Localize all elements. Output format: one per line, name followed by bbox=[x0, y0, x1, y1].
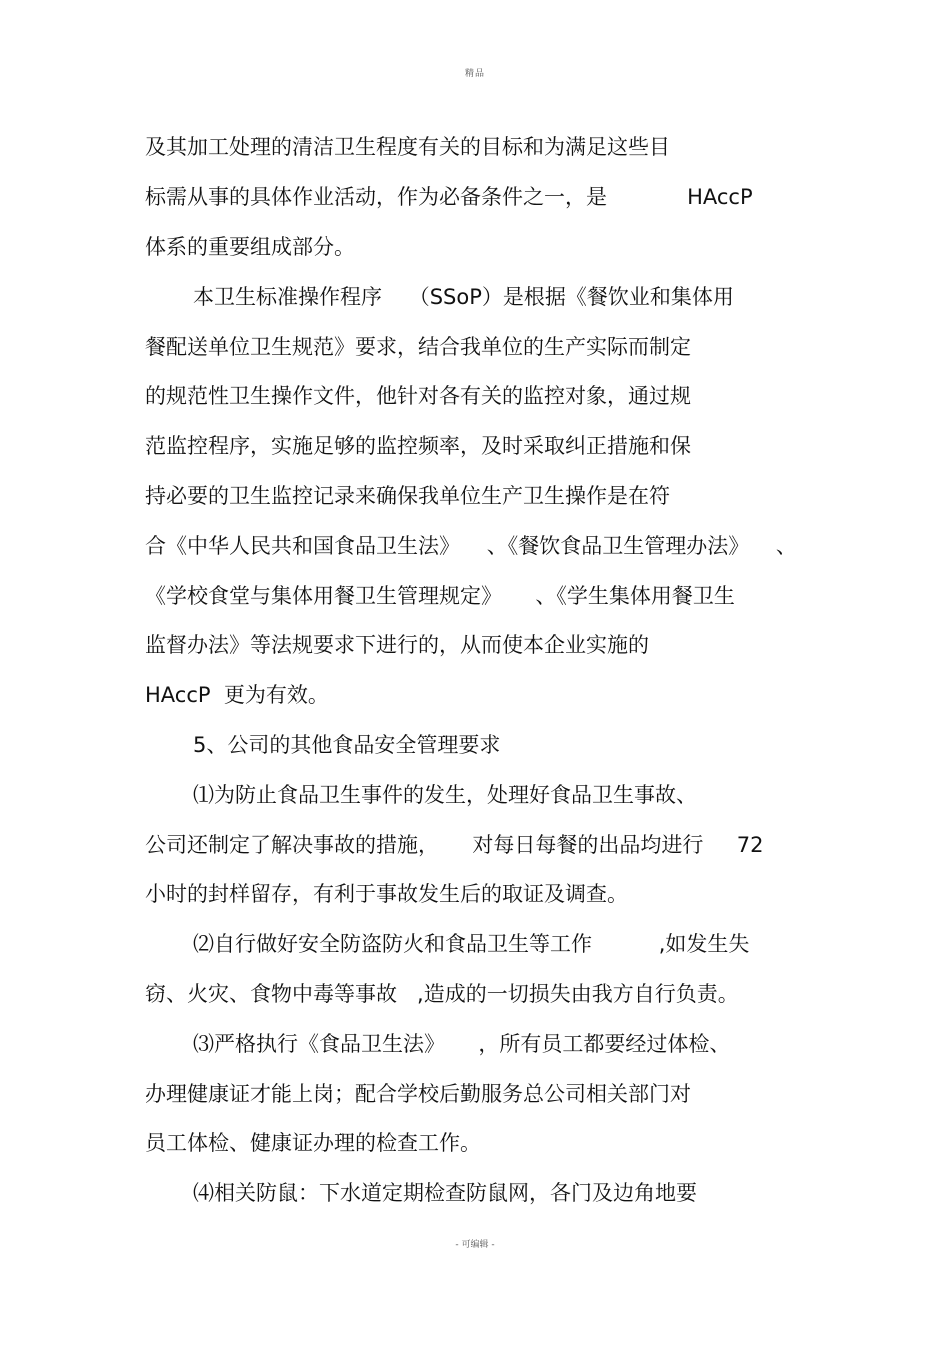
text-line: 员工体检、健康证办理的检查工作。 bbox=[145, 1131, 481, 1155]
text-line: 窃、火灾、食物中毒等事故 ,造成的一切损失由我方自行负责。 bbox=[145, 982, 739, 1006]
list-item-2-start: ⑵自行做好安全防盗防火和食品卫生等工作 ,如发生失 bbox=[193, 932, 750, 956]
page-footer-mark: - 可编辑 - bbox=[455, 1240, 495, 1250]
text-line: 餐配送单位卫生规范》要求，结合我单位的生产实际而制定 bbox=[145, 335, 691, 359]
text-line: 《学校食堂与集体用餐卫生管理规定》 、《学生集体用餐卫生 bbox=[145, 584, 735, 608]
text-line: HAccP 更为有效。 bbox=[145, 683, 329, 707]
text-line: 办理健康证才能上岗；配合学校后勤服务总公司相关部门对 bbox=[145, 1082, 691, 1106]
text-line: 体系的重要组成部分。 bbox=[145, 235, 355, 259]
section-heading: 5、公司的其他食品安全管理要求 bbox=[193, 733, 501, 757]
list-item-4-start: ⑷相关防鼠：下水道定期检查防鼠网，各门及边角地要 bbox=[193, 1181, 697, 1205]
text-line: 监督办法》等法规要求下进行的，从而使本企业实施的 bbox=[145, 633, 649, 657]
text-line: 的规范性卫生操作文件，他针对各有关的监控对象，通过规 bbox=[145, 384, 691, 408]
paragraph-start-line: 本卫生标准操作程序 （SSoP）是根据《餐饮业和集体用 bbox=[193, 285, 734, 309]
list-item-1-start: ⑴为防止食品卫生事件的发生，处理好食品卫生事故、 bbox=[193, 783, 697, 807]
text-line: 及其加工处理的清洁卫生程度有关的目标和为满足这些目 bbox=[145, 135, 670, 159]
text-line: 小时的封样留存，有利于事故发生后的取证及调查。 bbox=[145, 882, 628, 906]
text-line: 合《中华人民共和国食品卫生法》 、《餐饮食品卫生管理办法》 、 bbox=[145, 534, 797, 558]
text-line: 标需从事的具体作业活动，作为必备条件之一，是 HAccP bbox=[145, 185, 753, 209]
page-header-mark: 精品 bbox=[464, 69, 485, 79]
text-line: 持必要的卫生监控记录来确保我单位生产卫生操作是在符 bbox=[145, 484, 670, 508]
list-item-3-start: ⑶严格执行《食品卫生法》 ，所有员工都要经过体检、 bbox=[193, 1032, 731, 1056]
text-line: 公司还制定了解决事故的措施， 对每日每餐的出品均进行 72 bbox=[145, 833, 764, 857]
text-line: 范监控程序，实施足够的监控频率，及时采取纠正措施和保 bbox=[145, 434, 691, 458]
